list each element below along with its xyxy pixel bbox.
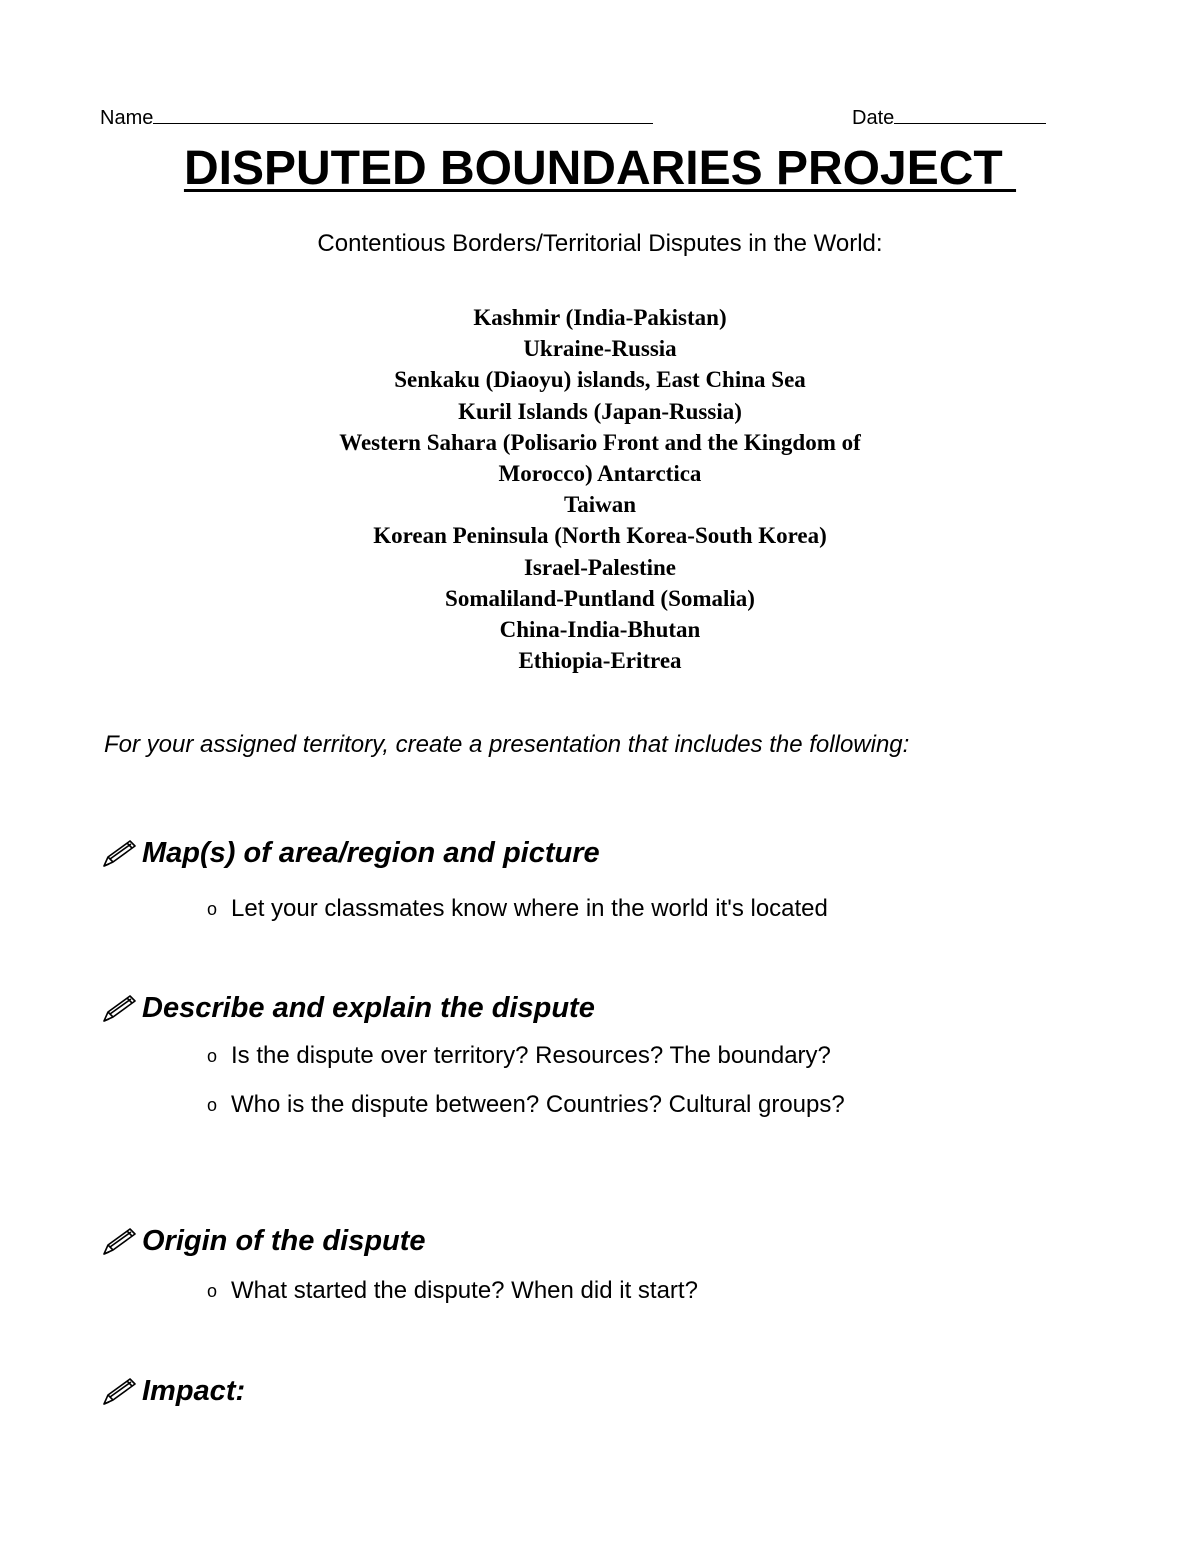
section-heading <box>100 835 1100 871</box>
subtitle: Contentious Borders/Territorial Disputes in the World: <box>317 230 883 257</box>
section-map <box>100 835 1100 930</box>
dispute-item: Western Sahara (Polisario Front and the Kingdom of <box>339 429 861 455</box>
section-heading-text: Origin of the dispute <box>142 1225 426 1257</box>
section-heading-text: Describe and explain the dispute <box>142 992 595 1024</box>
dispute-item: Korean Peninsula (North Korea-South Korea) <box>373 523 827 549</box>
dispute-item: Israel-Palestine <box>523 554 676 580</box>
bullet-text: Who is the dispute between? Countries? Cultural groups? <box>231 1091 845 1118</box>
date-field <box>852 102 1046 130</box>
bullet-text: Let your classmates know where in the world it's located <box>231 895 828 922</box>
dispute-item: Ethiopia-Eritrea <box>518 648 682 674</box>
section-heading <box>100 990 1100 1026</box>
bullet-item <box>207 1271 847 1312</box>
section-origin <box>100 1223 1100 1312</box>
dispute-item: Somaliland-Puntland (Somalia) <box>445 585 755 611</box>
section-impact <box>100 1373 1100 1409</box>
bullet-item <box>207 889 847 930</box>
section-heading <box>100 1223 1100 1259</box>
dispute-item: China-India-Bhutan <box>499 617 701 643</box>
bullet-item <box>207 1036 847 1077</box>
dispute-item: Taiwan <box>563 492 637 518</box>
dispute-item: Morocco) Antarctica <box>498 461 702 487</box>
pencil-icon <box>100 1375 138 1407</box>
dispute-list <box>250 302 950 676</box>
bullet-text: Is the dispute over territory? Resources? The boundary? <box>231 1042 831 1069</box>
name-blank-line[interactable] <box>153 102 653 124</box>
bullet-marker: o <box>207 1046 218 1066</box>
bullet-item <box>207 1085 847 1126</box>
dispute-item: Senkaku (Diaoyu) islands, East China Sea <box>394 367 806 393</box>
name-label: Name <box>100 107 154 129</box>
dispute-item: Ukraine-Russia <box>523 336 677 362</box>
pencil-icon <box>100 992 138 1024</box>
pencil-icon <box>100 1225 138 1257</box>
bullet-text: What started the dispute? When did it start? <box>231 1277 698 1304</box>
pencil-icon <box>100 837 138 869</box>
bullet-marker: o <box>207 1095 218 1115</box>
date-blank-line[interactable] <box>894 102 1046 124</box>
instructions: For your assigned territory, create a presentation that includes the following: <box>104 731 910 758</box>
section-heading-text: Impact: <box>142 1375 246 1407</box>
bullet-marker: o <box>207 1281 218 1301</box>
dispute-item: Kuril Islands (Japan-Russia) <box>458 398 742 424</box>
date-label: Date <box>852 107 895 129</box>
section-describe <box>100 990 1100 1126</box>
dispute-item: Kashmir (India-Pakistan) <box>473 305 727 330</box>
section-heading-text: Map(s) of area/region and picture <box>142 837 600 869</box>
section-heading <box>100 1373 1100 1409</box>
name-field <box>100 102 653 130</box>
page-title: DISPUTED BOUNDARIES PROJECT <box>183 142 1017 195</box>
bullet-marker: o <box>207 899 218 919</box>
